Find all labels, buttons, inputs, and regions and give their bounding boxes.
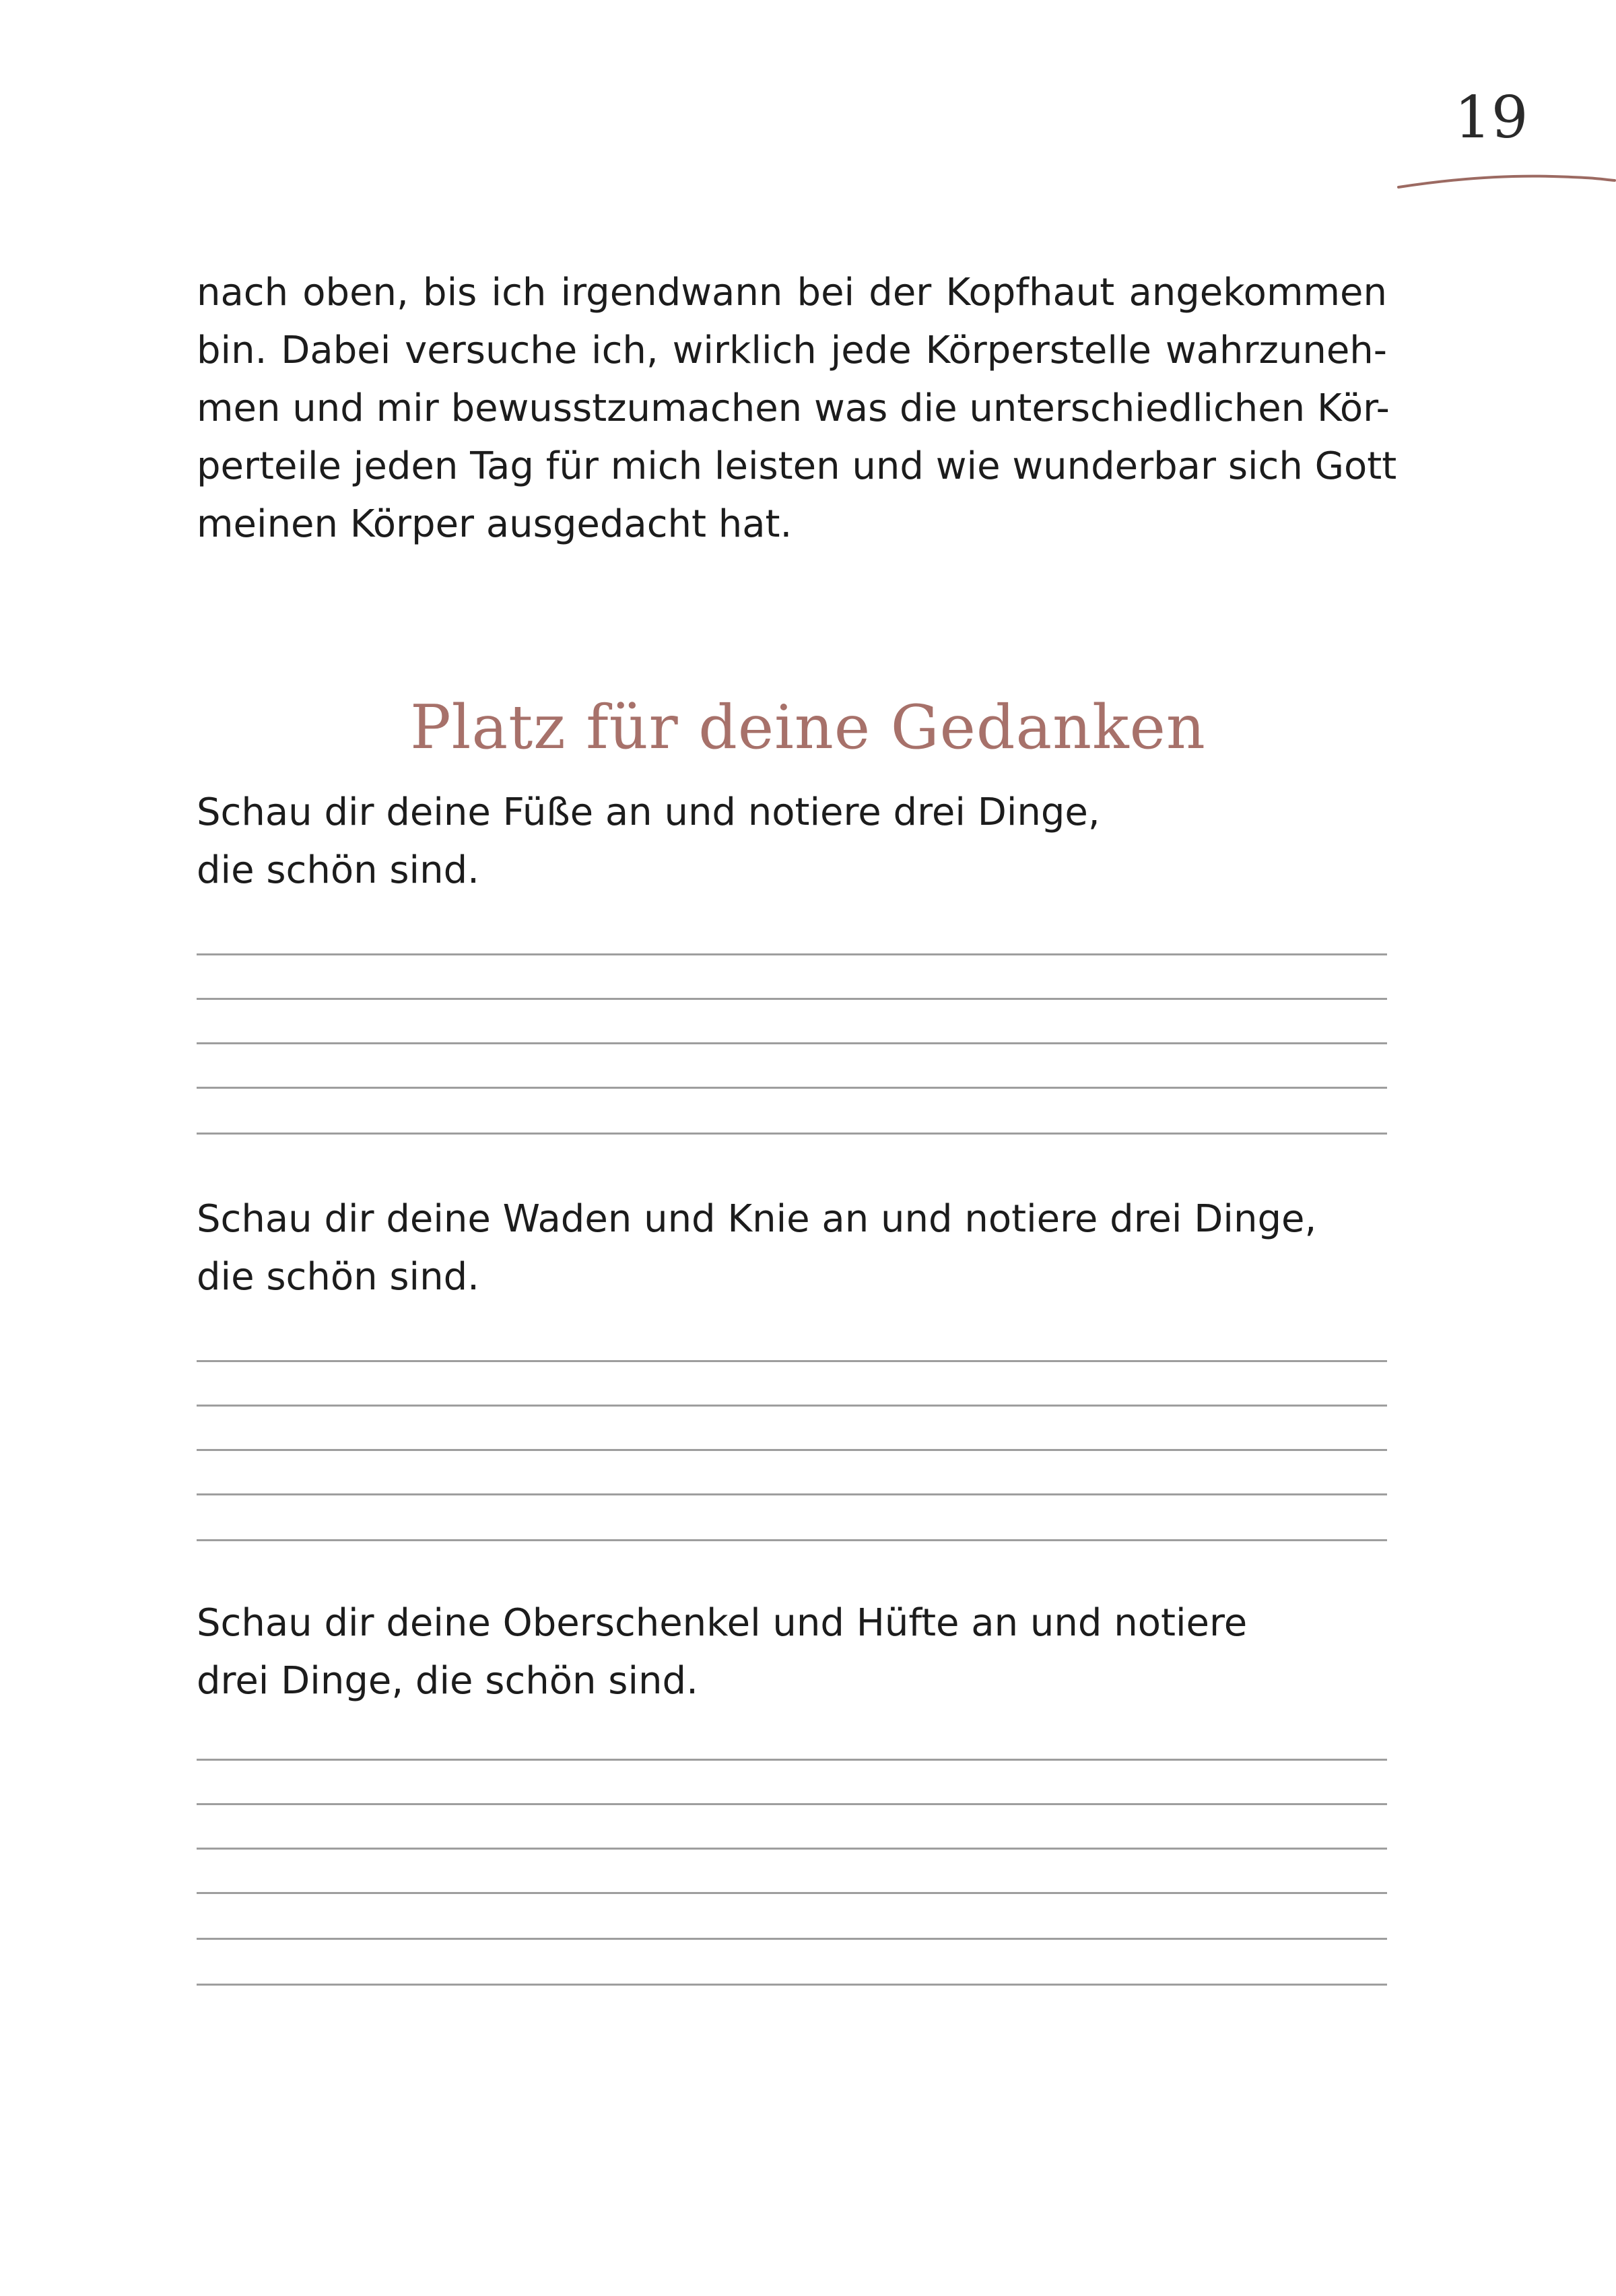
writing-line[interactable] (197, 1759, 1387, 1761)
prompt-line: die schön sind. (197, 848, 479, 892)
page-number-swash-decoration (1397, 167, 1616, 194)
body-line: men und mir bewusstzumachen was die unterschiedlichen Kör- (197, 386, 1390, 430)
writing-line[interactable] (197, 1892, 1387, 1894)
prompt-thighs-hips (197, 1594, 1387, 1710)
writing-line[interactable] (197, 1803, 1387, 1805)
writing-line[interactable] (197, 1449, 1387, 1451)
prompt-feet (197, 784, 1387, 900)
writing-line[interactable] (197, 998, 1387, 1000)
page-number: 19 (1454, 84, 1528, 151)
prompt-line: Schau dir deine Oberschenkel und Hüfte an und notiere (197, 1601, 1248, 1645)
prompt-line: drei Dinge, die schön sind. (197, 1659, 698, 1703)
writing-line[interactable] (197, 1938, 1387, 1940)
body-line: nach oben, bis ich irgendwann bei der Kopfhaut angekommen (197, 271, 1387, 314)
writing-line[interactable] (197, 1360, 1387, 1362)
writing-line[interactable] (197, 1984, 1387, 1986)
writing-line[interactable] (197, 1042, 1387, 1044)
body-line: bin. Dabei versuche ich, wirklich jede Körperstelle wahrzuneh- (197, 329, 1387, 372)
prompt-line: die schön sind. (197, 1255, 479, 1299)
prompt-line: Schau dir deine Füße an und notiere drei Dinge, (197, 790, 1100, 834)
prompt-calves-knees (197, 1190, 1387, 1306)
body-paragraph (197, 264, 1397, 553)
writing-line[interactable] (197, 1848, 1387, 1850)
writing-line[interactable] (197, 953, 1387, 955)
prompt-line: Schau dir deine Waden und Knie an und notiere drei Dinge, (197, 1197, 1317, 1241)
writing-line[interactable] (197, 1539, 1387, 1541)
writing-line[interactable] (197, 1405, 1387, 1407)
writing-line[interactable] (197, 1493, 1387, 1495)
section-heading: Platz für deine Gedanken (410, 692, 1206, 763)
writing-line[interactable] (197, 1087, 1387, 1089)
writing-line[interactable] (197, 1133, 1387, 1135)
body-line: meinen Körper ausgedacht hat. (197, 502, 793, 546)
body-line: perteile jeden Tag für mich leisten und wie wunderbar sich Gott (197, 444, 1397, 488)
